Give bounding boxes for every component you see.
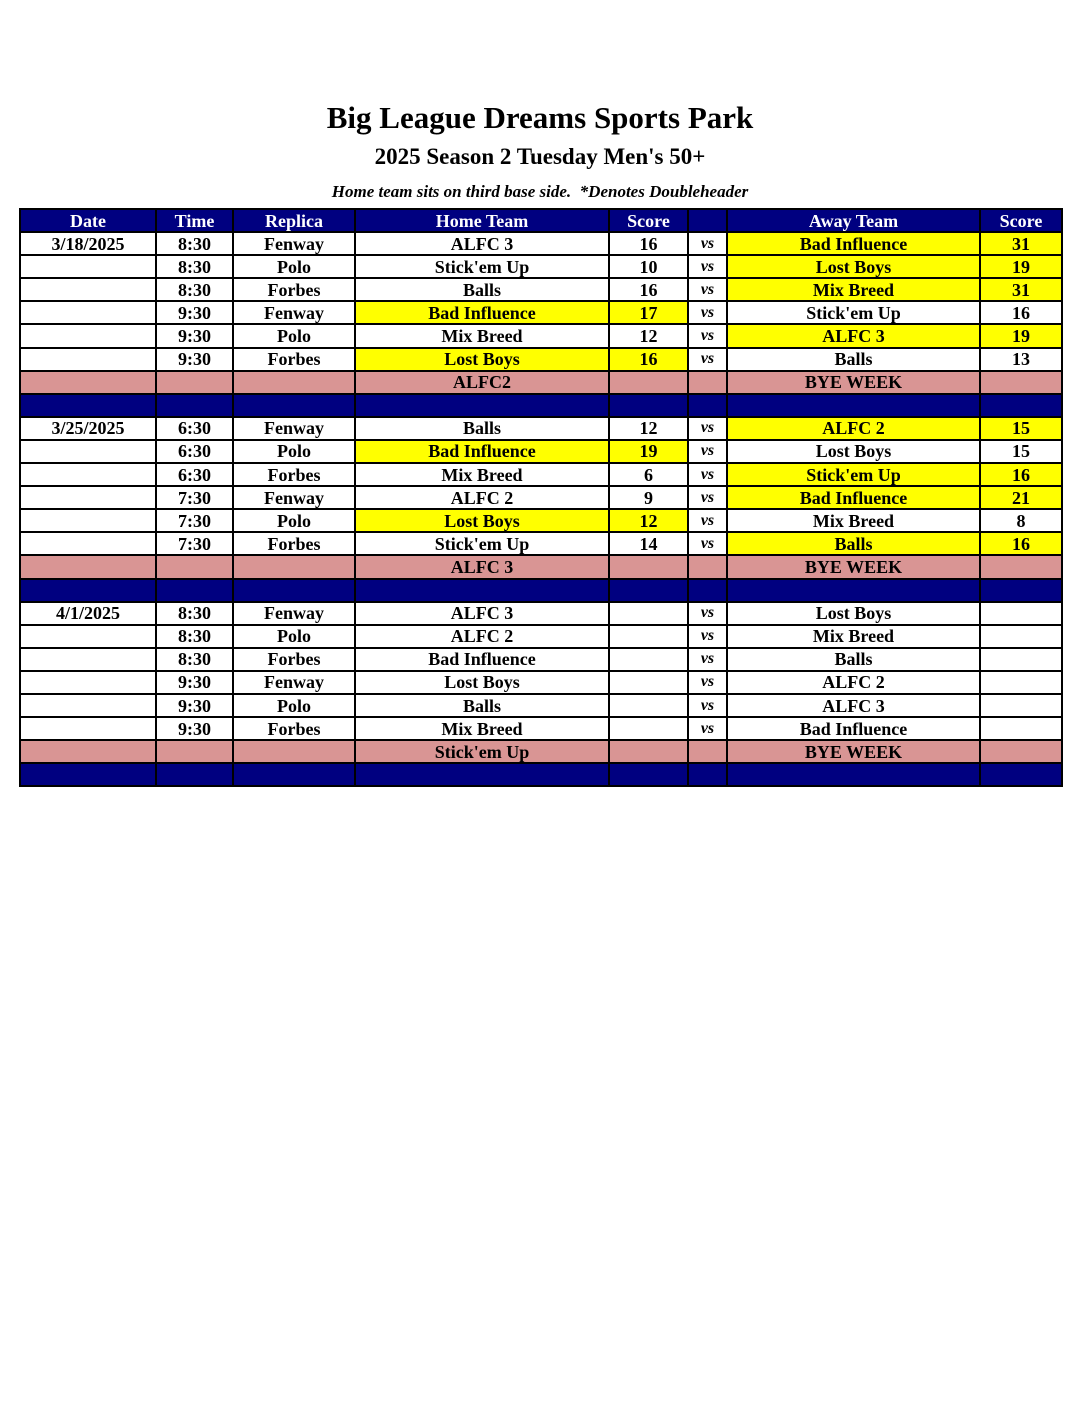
away-score-cell bbox=[980, 371, 1062, 394]
away-team-cell: ALFC 3 bbox=[727, 694, 980, 717]
replica-cell bbox=[233, 371, 355, 394]
page-subtitle: 2025 Season 2 Tuesday Men's 50+ bbox=[374, 144, 706, 169]
separator-cell bbox=[20, 579, 156, 602]
date-cell bbox=[20, 301, 156, 324]
home-score-cell bbox=[609, 740, 688, 763]
column-header-away-team: Away Team bbox=[727, 209, 980, 232]
schedule-body bbox=[20, 232, 1062, 786]
away-team-cell: Lost Boys bbox=[727, 255, 980, 278]
home-team-cell: Mix Breed bbox=[355, 463, 609, 486]
bye-team-cell: Stick'em Up bbox=[355, 740, 609, 763]
home-team-cell: Stick'em Up bbox=[355, 532, 609, 555]
home-team-cell: Bad Influence bbox=[355, 648, 609, 671]
home-score-cell: 17 bbox=[609, 301, 688, 324]
separator-cell bbox=[727, 579, 980, 602]
vs-cell bbox=[688, 740, 727, 763]
vs-cell: vs bbox=[688, 717, 727, 740]
bye-row bbox=[20, 371, 1062, 394]
time-cell: 8:30 bbox=[156, 625, 233, 648]
away-team-cell: ALFC 3 bbox=[727, 324, 980, 347]
away-score-cell: 19 bbox=[980, 324, 1062, 347]
game-row bbox=[20, 486, 1062, 509]
home-team-cell: ALFC 3 bbox=[355, 232, 609, 255]
away-score-cell: 21 bbox=[980, 486, 1062, 509]
home-team-cell: Lost Boys bbox=[355, 671, 609, 694]
game-row bbox=[20, 694, 1062, 717]
date-cell: 4/1/2025 bbox=[20, 602, 156, 625]
bye-week-label: BYE WEEK bbox=[727, 555, 980, 578]
separator-cell bbox=[688, 763, 727, 786]
replica-cell: Polo bbox=[233, 625, 355, 648]
away-team-cell: ALFC 2 bbox=[727, 671, 980, 694]
home-team-cell: Balls bbox=[355, 694, 609, 717]
away-score-cell: 16 bbox=[980, 463, 1062, 486]
time-cell bbox=[156, 555, 233, 578]
game-row bbox=[20, 440, 1062, 463]
date-cell bbox=[20, 532, 156, 555]
time-cell: 7:30 bbox=[156, 486, 233, 509]
game-row bbox=[20, 301, 1062, 324]
date-cell bbox=[20, 486, 156, 509]
separator-cell bbox=[980, 579, 1062, 602]
date-cell bbox=[20, 440, 156, 463]
column-header-time: Time bbox=[156, 209, 233, 232]
replica-cell: Fenway bbox=[233, 301, 355, 324]
replica-cell: Fenway bbox=[233, 417, 355, 440]
away-score-cell bbox=[980, 555, 1062, 578]
away-score-cell bbox=[980, 648, 1062, 671]
home-team-cell: Balls bbox=[355, 278, 609, 301]
separator-cell bbox=[980, 763, 1062, 786]
separator-cell bbox=[156, 763, 233, 786]
date-cell bbox=[20, 463, 156, 486]
header-row bbox=[20, 209, 1062, 232]
game-row bbox=[20, 532, 1062, 555]
separator-cell bbox=[688, 579, 727, 602]
time-cell: 8:30 bbox=[156, 278, 233, 301]
separator-cell bbox=[233, 579, 355, 602]
home-score-cell bbox=[609, 648, 688, 671]
away-score-cell bbox=[980, 740, 1062, 763]
page-title: Big League Dreams Sports Park bbox=[326, 100, 754, 135]
away-score-cell: 31 bbox=[980, 278, 1062, 301]
game-row bbox=[20, 509, 1062, 532]
vs-cell bbox=[688, 371, 727, 394]
away-score-cell: 19 bbox=[980, 255, 1062, 278]
time-cell: 8:30 bbox=[156, 232, 233, 255]
separator-cell bbox=[609, 763, 688, 786]
replica-cell: Forbes bbox=[233, 532, 355, 555]
separator-cell bbox=[233, 763, 355, 786]
time-cell: 6:30 bbox=[156, 463, 233, 486]
week-separator-row bbox=[20, 763, 1062, 786]
away-team-cell: Lost Boys bbox=[727, 440, 980, 463]
replica-cell: Fenway bbox=[233, 486, 355, 509]
game-row bbox=[20, 648, 1062, 671]
home-score-cell: 12 bbox=[609, 324, 688, 347]
game-row bbox=[20, 463, 1062, 486]
vs-cell: vs bbox=[688, 671, 727, 694]
time-cell: 6:30 bbox=[156, 417, 233, 440]
bye-row bbox=[20, 555, 1062, 578]
schedule-note: Home team sits on third base side. *Denotes Doubleheader bbox=[331, 182, 749, 201]
home-score-cell bbox=[609, 371, 688, 394]
time-cell: 9:30 bbox=[156, 717, 233, 740]
home-team-cell: ALFC 3 bbox=[355, 602, 609, 625]
column-header-home-team: Home Team bbox=[355, 209, 609, 232]
date-cell bbox=[20, 255, 156, 278]
date-cell bbox=[20, 371, 156, 394]
home-score-cell: 14 bbox=[609, 532, 688, 555]
vs-cell: vs bbox=[688, 694, 727, 717]
vs-cell: vs bbox=[688, 532, 727, 555]
away-team-cell: Mix Breed bbox=[727, 625, 980, 648]
vs-cell: vs bbox=[688, 232, 727, 255]
replica-cell bbox=[233, 740, 355, 763]
time-cell: 6:30 bbox=[156, 440, 233, 463]
vs-cell: vs bbox=[688, 648, 727, 671]
time-cell: 9:30 bbox=[156, 301, 233, 324]
separator-cell bbox=[609, 394, 688, 417]
replica-cell: Polo bbox=[233, 694, 355, 717]
home-score-cell: 12 bbox=[609, 417, 688, 440]
column-header-away-score: Score bbox=[980, 209, 1062, 232]
home-team-cell: Bad Influence bbox=[355, 301, 609, 324]
home-score-cell: 6 bbox=[609, 463, 688, 486]
game-row bbox=[20, 278, 1062, 301]
game-row bbox=[20, 348, 1062, 371]
away-team-cell: Mix Breed bbox=[727, 278, 980, 301]
game-row bbox=[20, 324, 1062, 347]
home-score-cell bbox=[609, 625, 688, 648]
away-score-cell: 15 bbox=[980, 440, 1062, 463]
date-cell bbox=[20, 509, 156, 532]
date-cell bbox=[20, 717, 156, 740]
vs-cell: vs bbox=[688, 486, 727, 509]
replica-cell: Fenway bbox=[233, 671, 355, 694]
separator-cell bbox=[355, 763, 609, 786]
time-cell: 9:30 bbox=[156, 348, 233, 371]
vs-cell: vs bbox=[688, 348, 727, 371]
replica-cell: Forbes bbox=[233, 648, 355, 671]
away-team-cell: Bad Influence bbox=[727, 486, 980, 509]
separator-cell bbox=[156, 394, 233, 417]
home-score-cell: 12 bbox=[609, 509, 688, 532]
time-cell: 9:30 bbox=[156, 694, 233, 717]
game-row bbox=[20, 717, 1062, 740]
separator-cell bbox=[156, 579, 233, 602]
away-score-cell: 13 bbox=[980, 348, 1062, 371]
home-team-cell: Stick'em Up bbox=[355, 255, 609, 278]
away-team-cell: Balls bbox=[727, 648, 980, 671]
vs-cell: vs bbox=[688, 278, 727, 301]
away-score-cell: 31 bbox=[980, 232, 1062, 255]
replica-cell: Polo bbox=[233, 509, 355, 532]
away-score-cell: 15 bbox=[980, 417, 1062, 440]
game-row bbox=[20, 602, 1062, 625]
home-team-cell: Mix Breed bbox=[355, 717, 609, 740]
bye-week-label: BYE WEEK bbox=[727, 371, 980, 394]
date-cell: 3/18/2025 bbox=[20, 232, 156, 255]
away-team-cell: Stick'em Up bbox=[727, 463, 980, 486]
away-score-cell bbox=[980, 602, 1062, 625]
vs-cell: vs bbox=[688, 509, 727, 532]
home-score-cell: 10 bbox=[609, 255, 688, 278]
column-header-vs bbox=[688, 209, 727, 232]
separator-cell bbox=[233, 394, 355, 417]
home-score-cell bbox=[609, 671, 688, 694]
vs-cell: vs bbox=[688, 602, 727, 625]
home-team-cell: Balls bbox=[355, 417, 609, 440]
away-score-cell: 16 bbox=[980, 532, 1062, 555]
home-team-cell: ALFC 2 bbox=[355, 625, 609, 648]
time-cell: 8:30 bbox=[156, 648, 233, 671]
away-team-cell: Balls bbox=[727, 348, 980, 371]
date-cell: 3/25/2025 bbox=[20, 417, 156, 440]
away-team-cell: Lost Boys bbox=[727, 602, 980, 625]
home-team-cell: Mix Breed bbox=[355, 324, 609, 347]
away-team-cell: Bad Influence bbox=[727, 717, 980, 740]
separator-cell bbox=[355, 579, 609, 602]
away-team-cell: Stick'em Up bbox=[727, 301, 980, 324]
column-header-date: Date bbox=[20, 209, 156, 232]
replica-cell: Forbes bbox=[233, 463, 355, 486]
date-cell bbox=[20, 694, 156, 717]
time-cell: 7:30 bbox=[156, 532, 233, 555]
time-cell: 9:30 bbox=[156, 671, 233, 694]
separator-cell bbox=[727, 394, 980, 417]
home-score-cell: 19 bbox=[609, 440, 688, 463]
game-row bbox=[20, 255, 1062, 278]
replica-cell: Forbes bbox=[233, 348, 355, 371]
away-score-cell: 8 bbox=[980, 509, 1062, 532]
week-separator-row bbox=[20, 394, 1062, 417]
away-score-cell bbox=[980, 625, 1062, 648]
vs-cell: vs bbox=[688, 301, 727, 324]
separator-cell bbox=[20, 763, 156, 786]
away-score-cell bbox=[980, 717, 1062, 740]
separator-cell bbox=[727, 763, 980, 786]
replica-cell: Fenway bbox=[233, 232, 355, 255]
vs-cell: vs bbox=[688, 625, 727, 648]
bye-team-cell: ALFC2 bbox=[355, 371, 609, 394]
bye-team-cell: ALFC 3 bbox=[355, 555, 609, 578]
away-score-cell bbox=[980, 694, 1062, 717]
home-score-cell bbox=[609, 602, 688, 625]
game-row bbox=[20, 625, 1062, 648]
vs-cell bbox=[688, 555, 727, 578]
date-cell bbox=[20, 740, 156, 763]
separator-cell bbox=[355, 394, 609, 417]
bye-row bbox=[20, 740, 1062, 763]
date-cell bbox=[20, 671, 156, 694]
home-score-cell bbox=[609, 555, 688, 578]
replica-cell: Forbes bbox=[233, 717, 355, 740]
home-score-cell: 16 bbox=[609, 232, 688, 255]
date-cell bbox=[20, 625, 156, 648]
away-team-cell: Balls bbox=[727, 532, 980, 555]
replica-cell: Polo bbox=[233, 255, 355, 278]
separator-cell bbox=[609, 579, 688, 602]
away-team-cell: Bad Influence bbox=[727, 232, 980, 255]
time-cell: 8:30 bbox=[156, 255, 233, 278]
replica-cell: Polo bbox=[233, 324, 355, 347]
bye-week-label: BYE WEEK bbox=[727, 740, 980, 763]
replica-cell: Fenway bbox=[233, 602, 355, 625]
vs-cell: vs bbox=[688, 417, 727, 440]
separator-cell bbox=[980, 394, 1062, 417]
vs-cell: vs bbox=[688, 255, 727, 278]
vs-cell: vs bbox=[688, 440, 727, 463]
time-cell: 7:30 bbox=[156, 509, 233, 532]
separator-cell bbox=[20, 394, 156, 417]
time-cell bbox=[156, 740, 233, 763]
home-team-cell: ALFC 2 bbox=[355, 486, 609, 509]
date-cell bbox=[20, 348, 156, 371]
replica-cell: Polo bbox=[233, 440, 355, 463]
home-score-cell: 9 bbox=[609, 486, 688, 509]
game-row bbox=[20, 671, 1062, 694]
time-cell: 9:30 bbox=[156, 324, 233, 347]
home-score-cell bbox=[609, 717, 688, 740]
column-header-home-score: Score bbox=[609, 209, 688, 232]
time-cell bbox=[156, 371, 233, 394]
home-score-cell: 16 bbox=[609, 348, 688, 371]
home-score-cell bbox=[609, 694, 688, 717]
away-team-cell: Mix Breed bbox=[727, 509, 980, 532]
home-score-cell: 16 bbox=[609, 278, 688, 301]
date-cell bbox=[20, 278, 156, 301]
home-team-cell: Bad Influence bbox=[355, 440, 609, 463]
away-score-cell bbox=[980, 671, 1062, 694]
vs-cell: vs bbox=[688, 463, 727, 486]
date-cell bbox=[20, 648, 156, 671]
date-cell bbox=[20, 324, 156, 347]
week-separator-row bbox=[20, 579, 1062, 602]
game-row bbox=[20, 417, 1062, 440]
column-header-replica: Replica bbox=[233, 209, 355, 232]
vs-cell: vs bbox=[688, 324, 727, 347]
time-cell: 8:30 bbox=[156, 602, 233, 625]
away-team-cell: ALFC 2 bbox=[727, 417, 980, 440]
game-row bbox=[20, 232, 1062, 255]
separator-cell bbox=[688, 394, 727, 417]
replica-cell bbox=[233, 555, 355, 578]
replica-cell: Forbes bbox=[233, 278, 355, 301]
away-score-cell: 16 bbox=[980, 301, 1062, 324]
date-cell bbox=[20, 555, 156, 578]
home-team-cell: Lost Boys bbox=[355, 348, 609, 371]
schedule-table bbox=[19, 208, 1063, 787]
home-team-cell: Lost Boys bbox=[355, 509, 609, 532]
